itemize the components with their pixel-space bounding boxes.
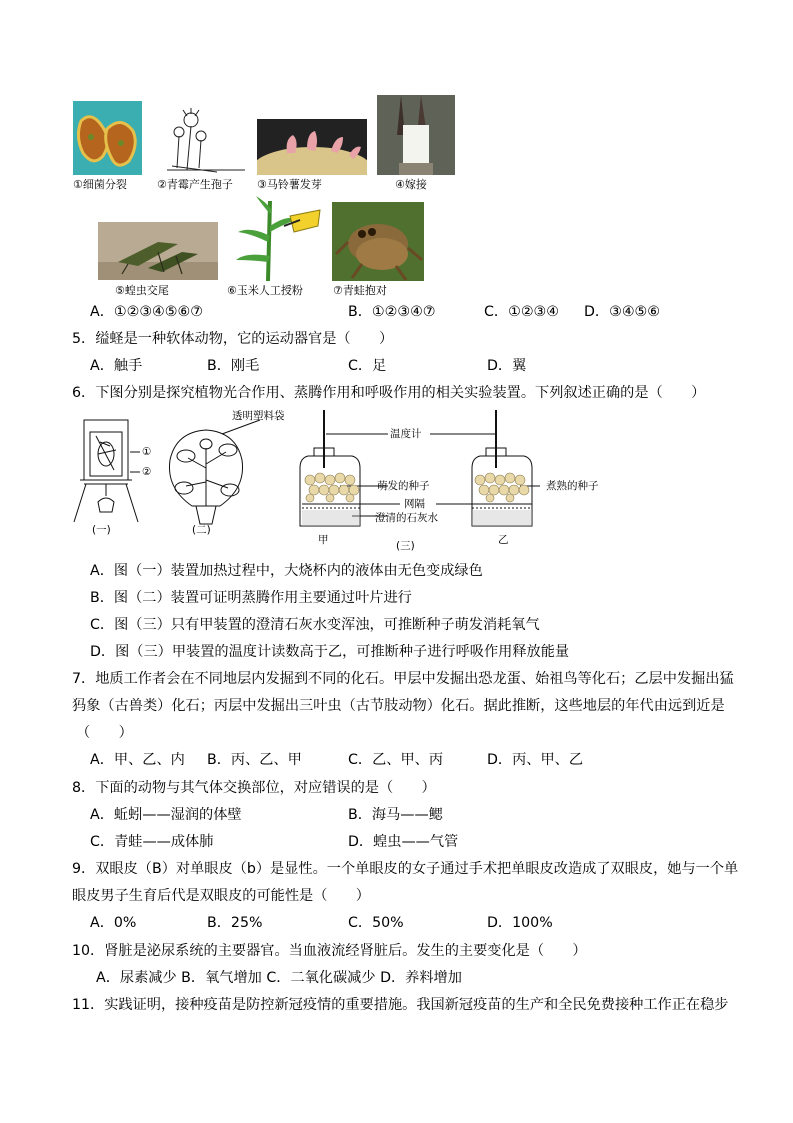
q5-option-c: C．足 [348, 358, 387, 374]
q7-stem-line2: 犸象（古兽类）化石；丙层中发掘出三叶虫（古节肢动物）化石。据此推断，这些地层的年代由远到近是 [72, 698, 725, 714]
label-thermometer: 温度计 [390, 428, 422, 440]
q6-option-b: B．图（二）装置可证明蒸腾作用主要通过叶片进行 [90, 590, 412, 606]
label-limewater: 澄清的石灰水 [375, 512, 438, 524]
q5-option-d: D．翼 [487, 358, 527, 374]
q7-stem-line3: （ ） [76, 725, 133, 741]
label-jia: 甲 [318, 534, 329, 546]
caption-potato: ③马铃薯发芽 [257, 178, 322, 191]
q10-stem: 10．肾脏是泌尿系统的主要器官。当血液流经肾脏后。发生的主要变化是（ ） [72, 943, 587, 959]
q8-option-c: C．青蛙——成体肺 [90, 834, 214, 850]
q7-option-d: D．丙、甲、乙 [487, 752, 584, 768]
caption-grafting: ④嫁接 [395, 178, 427, 191]
caption-corn: ⑥玉米人工授粉 [227, 284, 303, 297]
q4-option-b: B．①②③④⑦ [348, 304, 436, 320]
q9-option-d: D．100% [487, 915, 553, 931]
label-yi: 乙 [498, 534, 509, 546]
q8-option-b: B．海马——鳃 [348, 807, 443, 823]
q7-option-c: C．乙、甲、丙 [348, 752, 444, 768]
label-fig3: (三) [396, 540, 415, 552]
label-fig1: (一) [92, 524, 111, 536]
q10-options: A．尿素减少 B．氧气增加 C．二氧化碳减少 D．养料增加 [96, 970, 462, 986]
q6-figure [70, 408, 630, 556]
marker-2: ② [142, 466, 152, 478]
label-bag: 透明塑料袋 [232, 410, 285, 422]
locust-mating-image [98, 222, 218, 280]
q9-stem-line1: 9．双眼皮（B）对单眼皮（b）是显性。一个单眼皮的女子通过手术把单眼皮改造成了双眼皮，她与一个单 [72, 861, 739, 877]
q8-option-d: D．蝗虫——气管 [348, 834, 459, 850]
penicillium-spores-image [157, 106, 247, 174]
q8-option-a: A．蚯蚓——湿润的体壁 [90, 807, 242, 823]
q6-option-a: A．图（一）装置加热过程中，大烧杯内的液体由无色变成绿色 [90, 563, 483, 579]
caption-penicillium: ②青霉产生孢子 [157, 178, 233, 191]
q9-option-a: A．0% [90, 915, 137, 931]
q11-stem: 11．实践证明，接种疫苗是防控新冠疫情的重要措施。我国新冠疫苗的生产和全民免费接种工作正在稳步 [72, 997, 729, 1013]
q5-option-a: A．触手 [90, 358, 143, 374]
corn-pollination-image [230, 196, 325, 281]
q4-option-d: D．③④⑤⑥ [584, 304, 660, 320]
q7-stem-line1: 7．地质工作者会在不同地层内发掘到不同的化石。甲层中发掘出恐龙蛋、始祖鸟等化石；乙层中发掘出猛 [72, 671, 734, 687]
q9-stem-line2: 眼皮男子生育后代是双眼皮的可能性是（ ） [72, 888, 370, 904]
grafting-image [377, 95, 455, 175]
q5-option-b: B．刚毛 [207, 358, 260, 374]
q7-option-b: B．丙、乙、甲 [207, 752, 302, 768]
q5-stem: 5．缢蛏是一种软体动物，它的运动器官是（ ） [72, 331, 394, 347]
q9-option-c: C．50% [348, 915, 404, 931]
label-cooked: 煮熟的种子 [546, 480, 599, 492]
q4-option-a: A．①②③④⑤⑥⑦ [90, 304, 203, 320]
caption-frog: ⑦青蛙抱对 [333, 284, 387, 297]
q9-option-b: B．25% [207, 915, 263, 931]
q8-stem: 8．下面的动物与其气体交换部位，对应错误的是（ ） [72, 780, 436, 796]
label-mesh: 网隔 [404, 498, 425, 510]
q6-option-c: C．图（三）只有甲装置的澄清石灰水变浑浊，可推断种子萌发消耗氧气 [90, 617, 540, 633]
q6-stem: 6．下图分别是探究植物光合作用、蒸腾作用和呼吸作用的相关实验装置。下列叙述正确的是（ ） [72, 385, 706, 401]
marker-1: ① [142, 446, 152, 458]
caption-locust: ⑤蝗虫交尾 [115, 284, 169, 297]
q6-option-d: D．图（三）甲装置的温度计读数高于乙，可推断种子进行呼吸作用释放能量 [90, 644, 570, 660]
frog-amplexus-image [332, 202, 424, 281]
label-fig2: (二) [192, 524, 211, 536]
potato-sprouting-image [257, 119, 367, 175]
caption-bacteria: ①细菌分裂 [73, 178, 127, 191]
label-germinating: 萌发的种子 [377, 480, 430, 492]
bacteria-division-image [73, 101, 142, 175]
q7-option-a: A．甲、乙、内 [90, 752, 185, 768]
q4-option-c: C．①②③④ [484, 304, 559, 320]
